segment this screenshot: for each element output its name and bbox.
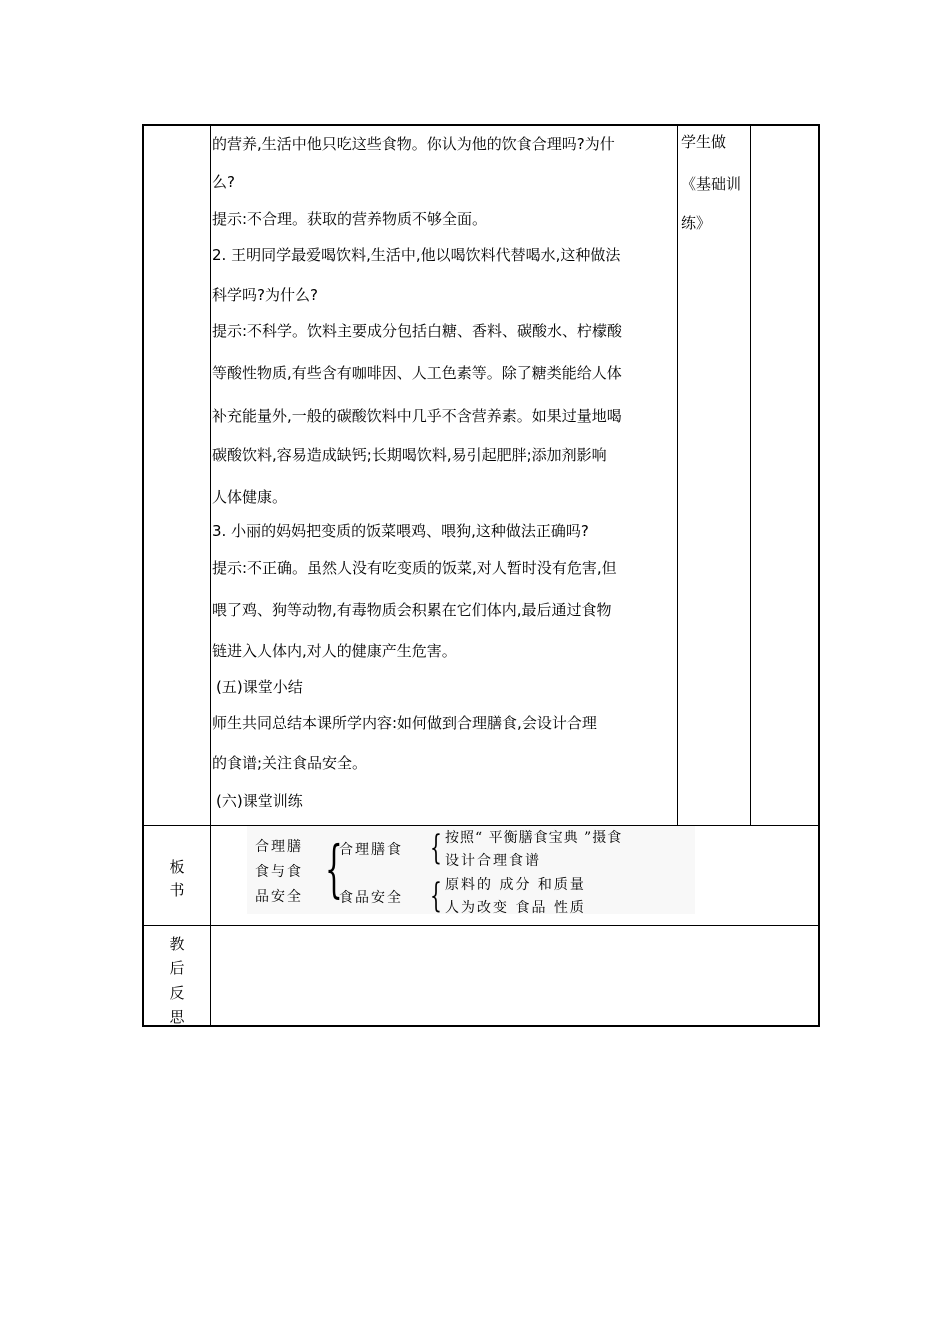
- reflection-label-char: 后: [169, 959, 185, 977]
- board-item: 设计合理食谱: [445, 853, 541, 869]
- content-line: 补充能量外,一般的碳酸饮料中几乎不含营养素。如果过量地喝: [212, 407, 622, 425]
- content-line: 3. 小丽的妈妈把变质的饭菜喂鸡、喂狗,这种做法正确吗?: [212, 522, 589, 540]
- content-line: 提示:不正确。虽然人没有吃变质的饭菜,对人暂时没有危害,但: [212, 559, 617, 577]
- content-line: 2. 王明同学最爱喝饮料,生活中,他以喝饮料代替喝水,这种做法: [212, 246, 621, 264]
- table-right-border: [818, 124, 820, 1027]
- board-label-char: 板: [169, 858, 185, 876]
- content-line: 等酸性物质,有些含有咖啡因、人工色素等。除了糖类能给人体: [212, 364, 622, 382]
- activity-line: 学生做: [681, 133, 727, 151]
- content-line: 的食谱;关注食品安全。: [212, 754, 368, 772]
- activity-column-divider: [750, 124, 751, 826]
- content-line: 喂了鸡、狗等动物,有毒物质会积累在它们体内,最后通过食物: [212, 601, 612, 619]
- content-line: 碳酸饮料,容易造成缺钙;长期喝饮料,易引起肥胖;添加剂影响: [212, 446, 607, 464]
- blackboard-outline: [247, 826, 695, 914]
- board-item: 原料的 成分 和质量: [445, 877, 586, 893]
- content-line: 科学吗?为什么?: [212, 286, 318, 304]
- content-line: 么?: [212, 173, 235, 191]
- activity-line: 《基础训: [681, 175, 742, 193]
- board-item: 人为改变 食品 性质: [445, 900, 586, 916]
- content-line: 链进入人体内,对人的健康产生危害。: [212, 642, 457, 660]
- table-left-border: [142, 124, 144, 1027]
- table-bottom-border: [142, 1025, 820, 1027]
- board-label-char: 书: [169, 881, 185, 899]
- section-heading: (五)课堂小结: [216, 678, 303, 696]
- board-root-line: 品安全: [255, 889, 303, 905]
- board-item: 按照“ 平衡膳食宝典 ”摄食: [445, 830, 623, 846]
- reflection-row-divider: [142, 925, 820, 926]
- board-root-line: 食与食: [255, 864, 303, 880]
- root-brace-icon: {: [325, 832, 343, 905]
- branch1-brace-icon: {: [430, 828, 442, 868]
- content-line: 的营养,生活中他只吃这些食物。你认为他的饮食合理吗?为什: [212, 135, 615, 153]
- content-line: 提示:不合理。获取的营养物质不够全面。: [212, 210, 488, 228]
- label-column-divider: [210, 124, 211, 1027]
- reflection-label-char: 教: [169, 935, 185, 953]
- content-line: 师生共同总结本课所学内容:如何做到合理膳食,会设计合理: [212, 714, 597, 732]
- reflection-label-char: 思: [169, 1008, 185, 1026]
- table-top-border: [142, 124, 820, 126]
- board-root-line: 合理膳: [255, 839, 303, 855]
- board-branch: 食品安全: [339, 890, 403, 906]
- section-heading: (六)课堂训练: [216, 792, 303, 810]
- board-branch: 合理膳食: [339, 842, 403, 858]
- content-line: 人体健康。: [212, 488, 288, 506]
- reflection-label-char: 反: [169, 984, 185, 1002]
- content-line: 提示:不科学。饮料主要成分包括白糖、香料、碳酸水、柠檬酸: [212, 322, 623, 340]
- branch2-brace-icon: {: [430, 876, 442, 916]
- content-column-divider: [677, 124, 678, 826]
- activity-line: 练》: [681, 214, 712, 232]
